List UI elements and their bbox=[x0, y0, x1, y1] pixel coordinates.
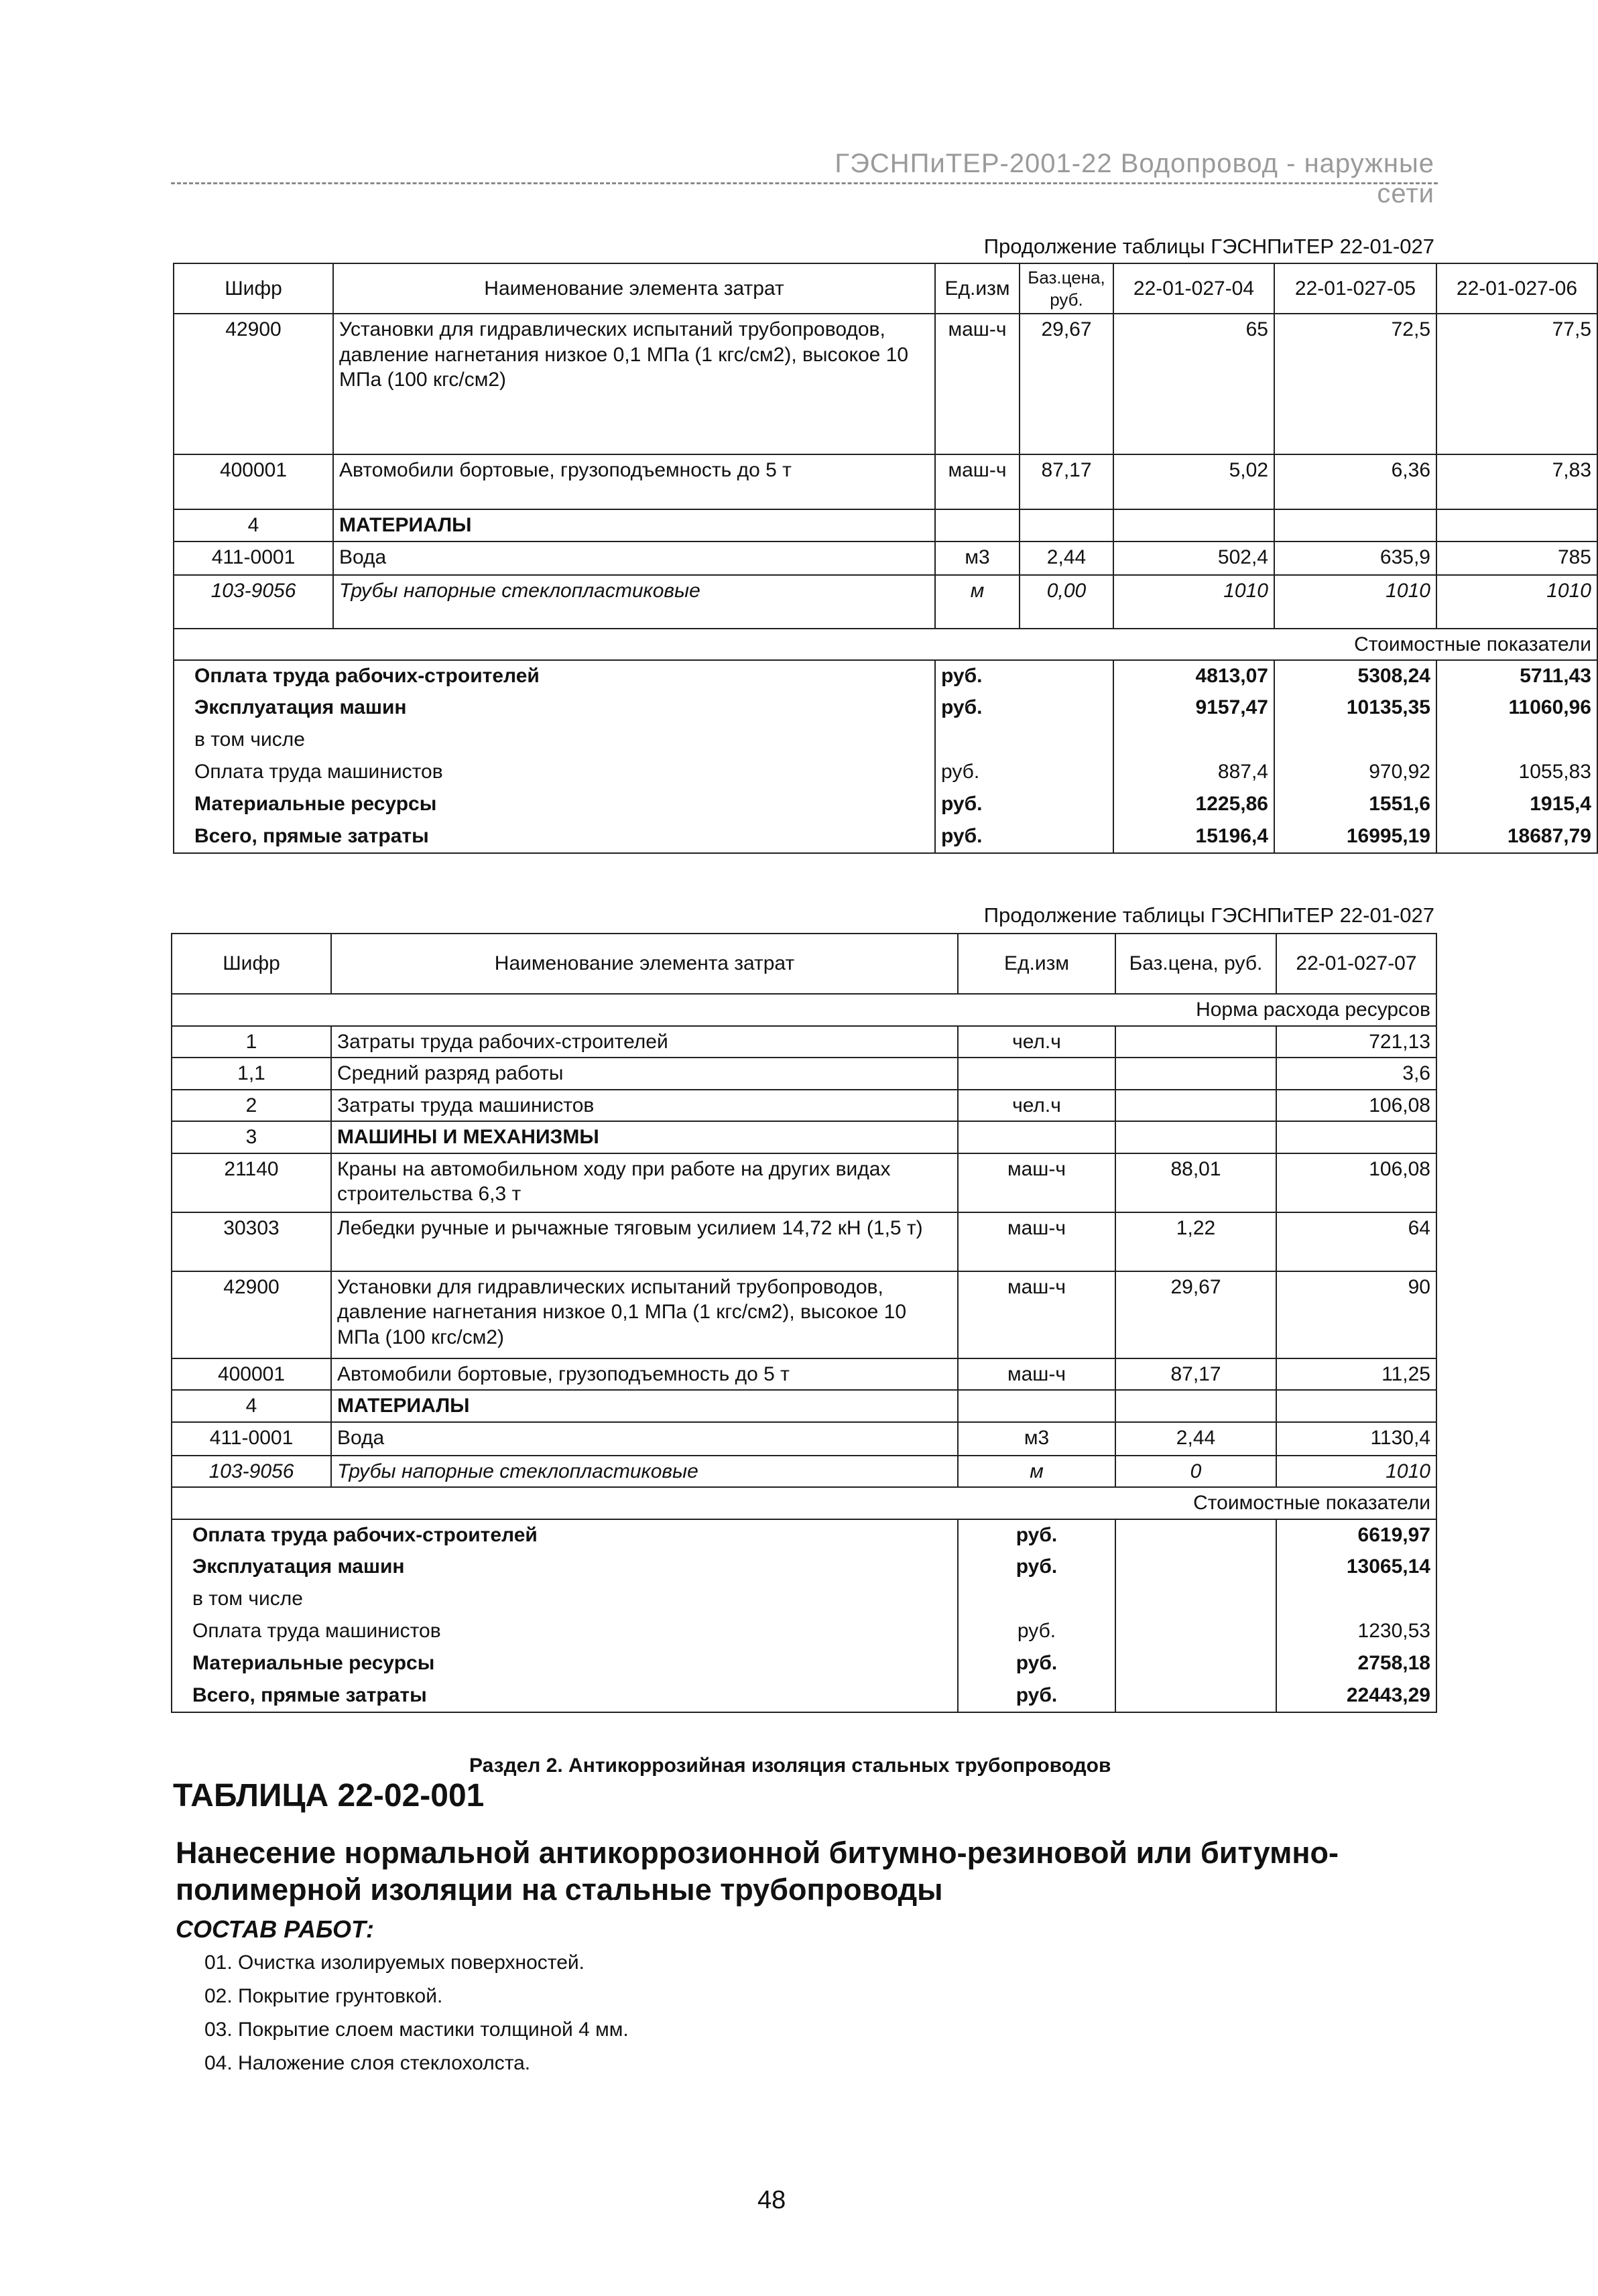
row-code: 3 bbox=[172, 1121, 331, 1153]
row-price: 2,44 bbox=[1020, 541, 1113, 575]
cost-row bbox=[172, 1648, 1436, 1680]
cost-label: Оплата труда рабочих-строителей bbox=[174, 660, 935, 692]
col-header-v2: 22-01-027-05 bbox=[1274, 263, 1436, 314]
table-row bbox=[172, 1153, 1436, 1212]
cost-v3: 11060,96 bbox=[1436, 692, 1597, 724]
row-code: 4 bbox=[174, 509, 333, 541]
cost-row bbox=[174, 789, 1597, 821]
row-v: 64 bbox=[1276, 1212, 1436, 1271]
cost-row bbox=[174, 757, 1597, 789]
row-unit: маш-ч bbox=[935, 454, 1020, 509]
col-header-name: Наименование элемента затрат bbox=[333, 263, 935, 314]
row-code: 2 bbox=[172, 1090, 331, 1122]
table-row bbox=[172, 1058, 1436, 1090]
row-code: 21140 bbox=[172, 1153, 331, 1212]
row-v1: 65 bbox=[1113, 314, 1274, 454]
table-row bbox=[174, 509, 1597, 541]
row-price: 0 bbox=[1115, 1456, 1276, 1488]
row-v: 1010 bbox=[1276, 1456, 1436, 1488]
row-unit bbox=[958, 1058, 1115, 1090]
row-unit: маш-ч bbox=[958, 1153, 1115, 1212]
cost-v2 bbox=[1274, 724, 1436, 757]
col-header-v1: 22-01-027-04 bbox=[1113, 263, 1274, 314]
row-name: МАШИНЫ И МЕХАНИЗМЫ bbox=[331, 1121, 958, 1153]
row-v1: 502,4 bbox=[1113, 541, 1274, 575]
row-v3 bbox=[1436, 509, 1597, 541]
page-number: 48 bbox=[757, 2186, 786, 2214]
works-list bbox=[204, 1952, 629, 2086]
col-header-name: Наименование элемента затрат bbox=[331, 934, 958, 994]
col-header-price: Баз.цена, руб. bbox=[1115, 934, 1276, 994]
cost-label: Всего, прямые затраты bbox=[174, 821, 935, 853]
row-name: Трубы напорные стеклопластиковые bbox=[331, 1456, 958, 1488]
row-code: 411-0001 bbox=[172, 1422, 331, 1456]
row-v: 1130,4 bbox=[1276, 1422, 1436, 1456]
row-code: 1 bbox=[172, 1026, 331, 1058]
cost-row bbox=[172, 1551, 1436, 1584]
row-v bbox=[1276, 1121, 1436, 1153]
row-unit: м3 bbox=[958, 1422, 1115, 1456]
cost-price bbox=[1115, 1680, 1276, 1712]
row-name: Трубы напорные стеклопластиковые bbox=[333, 575, 935, 629]
cost-v1 bbox=[1113, 724, 1274, 757]
col-header-unit: Ед.изм bbox=[935, 263, 1020, 314]
cost-v2: 970,92 bbox=[1274, 757, 1436, 789]
norm-header: Норма расхода ресурсов bbox=[172, 994, 1436, 1026]
row-v3: 1010 bbox=[1436, 575, 1597, 629]
row-v3: 785 bbox=[1436, 541, 1597, 575]
row-v1: 1010 bbox=[1113, 575, 1274, 629]
row-v2: 1010 bbox=[1274, 575, 1436, 629]
row-name: Установки для гидравлических испытаний трубопроводов, давление нагнетания низкое 0,1 МПа (1 кгс/см2), высокое 10 МПа (100 кгс/см2) bbox=[331, 1271, 958, 1358]
table-row bbox=[172, 1456, 1436, 1488]
row-v1 bbox=[1113, 509, 1274, 541]
row-price bbox=[1115, 1090, 1276, 1122]
row-v: 11,25 bbox=[1276, 1358, 1436, 1391]
row-unit bbox=[958, 1390, 1115, 1422]
row-name: Средний разряд работы bbox=[331, 1058, 958, 1090]
row-code: 30303 bbox=[172, 1212, 331, 1271]
cost-unit: руб. bbox=[935, 821, 1113, 853]
row-v: 3,6 bbox=[1276, 1058, 1436, 1090]
row-v2 bbox=[1274, 509, 1436, 541]
cost-row bbox=[174, 660, 1597, 692]
row-name: Автомобили бортовые, грузоподъемность до 5 т bbox=[333, 454, 935, 509]
cost-label: Эксплуатация машин bbox=[174, 692, 935, 724]
table-name: Нанесение нормальной антикоррозионной битумно-резиновой или битумно-полимерной изоляции на стальные трубопроводы bbox=[176, 1836, 1339, 1907]
cost-row bbox=[174, 821, 1597, 853]
row-v2: 6,36 bbox=[1274, 454, 1436, 509]
table-row bbox=[174, 575, 1597, 629]
cost-v: 22443,29 bbox=[1276, 1680, 1436, 1712]
cost-row bbox=[174, 724, 1597, 757]
row-v: 90 bbox=[1276, 1271, 1436, 1358]
cost-v1: 887,4 bbox=[1113, 757, 1274, 789]
row-code: 411-0001 bbox=[174, 541, 333, 575]
list-item: 04. Наложение слоя стеклохолста. bbox=[204, 2052, 531, 2074]
cost-row bbox=[172, 1680, 1436, 1712]
table-row bbox=[172, 1358, 1436, 1391]
table-row bbox=[172, 1271, 1436, 1358]
cost-unit bbox=[935, 724, 1113, 757]
row-v: 106,08 bbox=[1276, 1090, 1436, 1122]
row-price: 1,22 bbox=[1115, 1212, 1276, 1271]
row-name: Вода bbox=[331, 1422, 958, 1456]
row-v1: 5,02 bbox=[1113, 454, 1274, 509]
cost-row bbox=[172, 1584, 1436, 1616]
row-code: 42900 bbox=[172, 1271, 331, 1358]
cost-unit: руб. bbox=[935, 660, 1113, 692]
table-row bbox=[174, 541, 1597, 575]
row-price: 29,67 bbox=[1115, 1271, 1276, 1358]
cost-v1: 9157,47 bbox=[1113, 692, 1274, 724]
cost-v3: 18687,79 bbox=[1436, 821, 1597, 853]
table1-continuation: Продолжение таблицы ГЭСНПиТЕР 22-01-027 bbox=[983, 235, 1434, 258]
row-price bbox=[1115, 1026, 1276, 1058]
running-header: ГЭСНПиТЕР-2001-22 Водопровод - наружные сети bbox=[835, 149, 1434, 208]
cost-v: 13065,14 bbox=[1276, 1551, 1436, 1584]
row-price: 0,00 bbox=[1020, 575, 1113, 629]
row-v bbox=[1276, 1390, 1436, 1422]
cost-v3: 1915,4 bbox=[1436, 789, 1597, 821]
cost-price bbox=[1115, 1551, 1276, 1584]
row-code: 1,1 bbox=[172, 1058, 331, 1090]
table-row bbox=[172, 1390, 1436, 1422]
row-price bbox=[1115, 1390, 1276, 1422]
col-header-v3: 22-01-027-06 bbox=[1436, 263, 1597, 314]
row-code: 42900 bbox=[174, 314, 333, 454]
table2 bbox=[171, 933, 1437, 1713]
cost-price bbox=[1115, 1616, 1276, 1648]
row-price bbox=[1020, 509, 1113, 541]
cost-header: Стоимостные показатели bbox=[174, 629, 1597, 661]
row-unit: чел.ч bbox=[958, 1090, 1115, 1122]
cost-unit: руб. bbox=[958, 1680, 1115, 1712]
cost-v: 6619,97 bbox=[1276, 1519, 1436, 1551]
cost-v1: 15196,4 bbox=[1113, 821, 1274, 853]
col-header-unit: Ед.изм bbox=[958, 934, 1115, 994]
col-header-v: 22-01-027-07 bbox=[1276, 934, 1436, 994]
cost-unit: руб. bbox=[958, 1648, 1115, 1680]
row-price bbox=[1115, 1121, 1276, 1153]
table-row bbox=[174, 454, 1597, 509]
row-code: 103-9056 bbox=[172, 1456, 331, 1488]
cost-v2: 10135,35 bbox=[1274, 692, 1436, 724]
cost-row bbox=[172, 1519, 1436, 1551]
row-unit: м bbox=[935, 575, 1020, 629]
table2-header-row bbox=[172, 934, 1436, 994]
table1-header-row bbox=[174, 263, 1597, 314]
cost-v1: 4813,07 bbox=[1113, 660, 1274, 692]
cost-v3: 5711,43 bbox=[1436, 660, 1597, 692]
row-name: Установки для гидравлических испытаний трубопроводов, давление нагнетания низкое 0,1 МПа (1 кгс/см2), высокое 10 МПа (100 кгс/см2) bbox=[333, 314, 935, 454]
cost-label: в том числе bbox=[174, 724, 935, 757]
row-name: Лебедки ручные и рычажные тяговым усилием 14,72 кН (1,5 т) bbox=[331, 1212, 958, 1271]
list-item: 03. Покрытие слоем мастики толщиной 4 мм. bbox=[204, 2019, 629, 2041]
row-unit bbox=[958, 1121, 1115, 1153]
row-name: МАТЕРИАЛЫ bbox=[333, 509, 935, 541]
row-unit bbox=[935, 509, 1020, 541]
cost-v2: 5308,24 bbox=[1274, 660, 1436, 692]
row-price: 29,67 bbox=[1020, 314, 1113, 454]
cost-header: Стоимостные показатели bbox=[172, 1487, 1436, 1519]
cost-v: 1230,53 bbox=[1276, 1616, 1436, 1648]
cost-header-row bbox=[174, 629, 1597, 661]
row-v2: 635,9 bbox=[1274, 541, 1436, 575]
row-name: МАТЕРИАЛЫ bbox=[331, 1390, 958, 1422]
cost-v2: 1551,6 bbox=[1274, 789, 1436, 821]
row-v3: 7,83 bbox=[1436, 454, 1597, 509]
row-code: 400001 bbox=[174, 454, 333, 509]
row-name: Автомобили бортовые, грузоподъемность до 5 т bbox=[331, 1358, 958, 1391]
cost-label: Всего, прямые затраты bbox=[172, 1680, 958, 1712]
row-price: 2,44 bbox=[1115, 1422, 1276, 1456]
list-item: 02. Покрытие грунтовкой. bbox=[204, 1985, 443, 2007]
row-price: 87,17 bbox=[1115, 1358, 1276, 1391]
row-unit: маш-ч bbox=[958, 1358, 1115, 1391]
row-unit: маш-ч bbox=[935, 314, 1020, 454]
row-code: 103-9056 bbox=[174, 575, 333, 629]
row-unit: м3 bbox=[935, 541, 1020, 575]
cost-row bbox=[172, 1616, 1436, 1648]
row-price bbox=[1115, 1058, 1276, 1090]
row-v3: 77,5 bbox=[1436, 314, 1597, 454]
cost-label: Эксплуатация машин bbox=[172, 1551, 958, 1584]
cost-v1: 1225,86 bbox=[1113, 789, 1274, 821]
cost-label: Оплата труда машинистов bbox=[174, 757, 935, 789]
table1 bbox=[173, 263, 1598, 854]
row-name: Вода bbox=[333, 541, 935, 575]
list-item: 01. Очистка изолируемых поверхностей. bbox=[204, 1952, 585, 1974]
table-row bbox=[172, 1212, 1436, 1271]
col-header-code: Шифр bbox=[172, 934, 331, 994]
row-unit: маш-ч bbox=[958, 1271, 1115, 1358]
cost-unit: руб. bbox=[935, 692, 1113, 724]
works-heading: СОСТАВ РАБОТ: bbox=[176, 1915, 374, 1943]
table-row bbox=[172, 1026, 1436, 1058]
cost-v2: 16995,19 bbox=[1274, 821, 1436, 853]
row-price: 87,17 bbox=[1020, 454, 1113, 509]
row-unit: маш-ч bbox=[958, 1212, 1115, 1271]
cost-price bbox=[1115, 1584, 1276, 1616]
row-code: 400001 bbox=[172, 1358, 331, 1391]
cost-v3 bbox=[1436, 724, 1597, 757]
cost-unit: руб. bbox=[958, 1616, 1115, 1648]
row-v: 106,08 bbox=[1276, 1153, 1436, 1212]
cost-v3: 1055,83 bbox=[1436, 757, 1597, 789]
cost-header-row bbox=[172, 1487, 1436, 1519]
table-row bbox=[172, 1090, 1436, 1122]
cost-v: 2758,18 bbox=[1276, 1648, 1436, 1680]
col-header-code: Шифр bbox=[174, 263, 333, 314]
row-name: Затраты труда машинистов bbox=[331, 1090, 958, 1122]
row-code: 4 bbox=[172, 1390, 331, 1422]
norm-header-row bbox=[172, 994, 1436, 1026]
header-rule bbox=[171, 182, 1438, 184]
cost-unit: руб. bbox=[958, 1551, 1115, 1584]
table-row bbox=[172, 1121, 1436, 1153]
cost-price bbox=[1115, 1648, 1276, 1680]
cost-v bbox=[1276, 1584, 1436, 1616]
table-code: ТАБЛИЦА 22-02-001 bbox=[173, 1778, 485, 1813]
row-v: 721,13 bbox=[1276, 1026, 1436, 1058]
cost-label: Оплата труда рабочих-строителей bbox=[172, 1519, 958, 1551]
row-price: 88,01 bbox=[1115, 1153, 1276, 1212]
table-row bbox=[172, 1422, 1436, 1456]
cost-label: Оплата труда машинистов bbox=[172, 1616, 958, 1648]
row-name: Затраты труда рабочих-строителей bbox=[331, 1026, 958, 1058]
row-v2: 72,5 bbox=[1274, 314, 1436, 454]
cost-unit bbox=[958, 1584, 1115, 1616]
cost-row bbox=[174, 692, 1597, 724]
section-title: Раздел 2. Антикоррозийная изоляция стальных трубопроводов bbox=[469, 1755, 1111, 1777]
cost-unit: руб. bbox=[958, 1519, 1115, 1551]
cost-unit: руб. bbox=[935, 757, 1113, 789]
table-row bbox=[174, 314, 1597, 454]
cost-price bbox=[1115, 1519, 1276, 1551]
cost-unit: руб. bbox=[935, 789, 1113, 821]
row-unit: м bbox=[958, 1456, 1115, 1488]
row-unit: чел.ч bbox=[958, 1026, 1115, 1058]
cost-label: в том числе bbox=[172, 1584, 958, 1616]
cost-label: Материальные ресурсы bbox=[174, 789, 935, 821]
table2-continuation: Продолжение таблицы ГЭСНПиТЕР 22-01-027 bbox=[983, 903, 1434, 927]
row-name: Краны на автомобильном ходу при работе на других видах строительства 6,3 т bbox=[331, 1153, 958, 1212]
cost-label: Материальные ресурсы bbox=[172, 1648, 958, 1680]
col-header-price: Баз.цена, руб. bbox=[1020, 263, 1113, 314]
